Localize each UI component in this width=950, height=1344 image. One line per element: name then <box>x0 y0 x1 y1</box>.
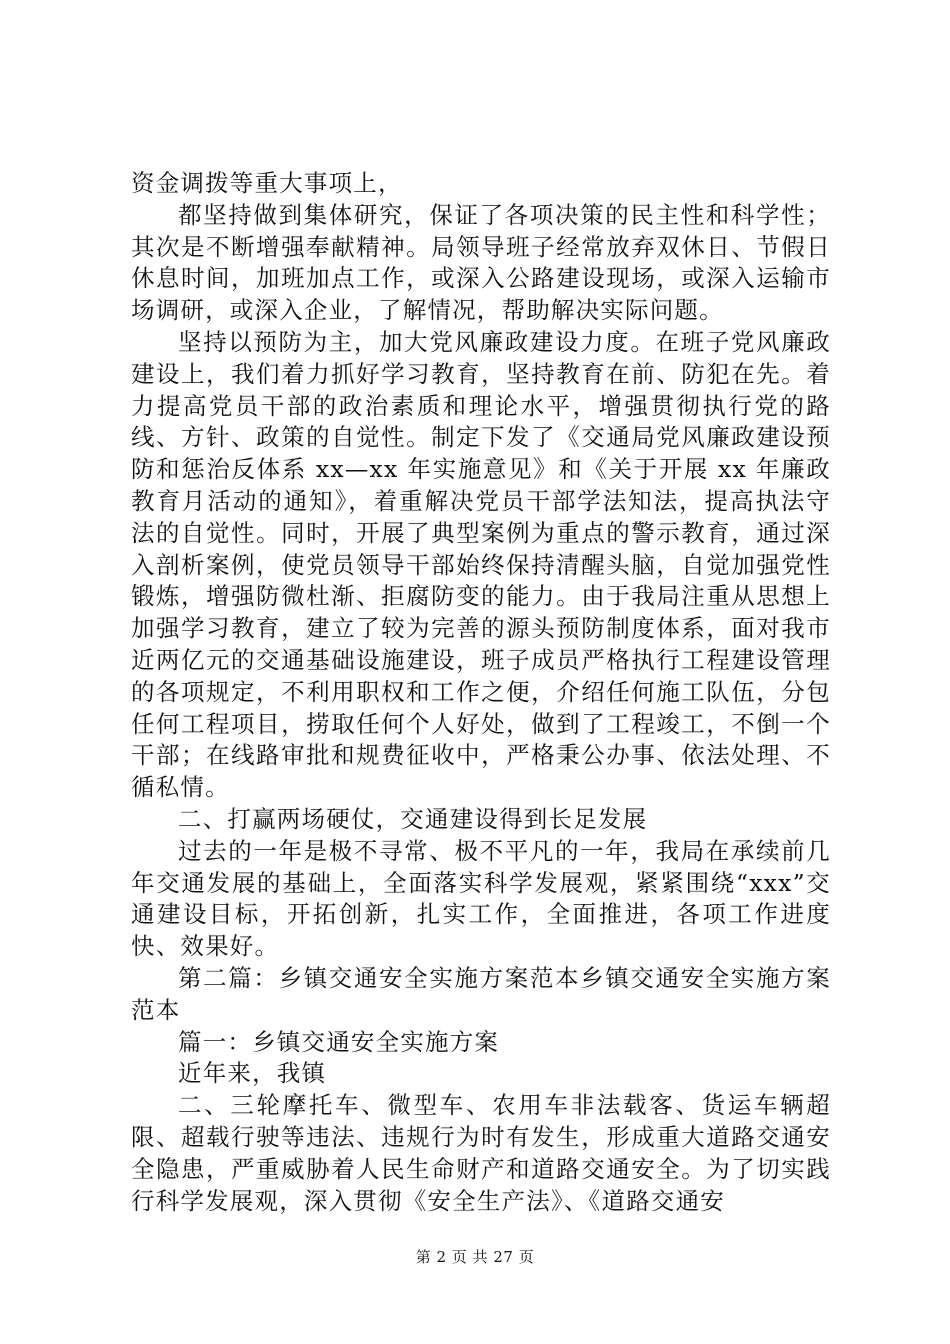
paragraph-continuation: 资金调拨等重大事项上， <box>131 169 403 197</box>
article-title-one: 篇一：乡镇交通安全实施方案 <box>178 1027 500 1056</box>
section-heading-two: 二、打赢两场硬仗，交通建设得到长足发展 <box>178 804 648 833</box>
paragraph-past-year: 过去的一年是极不寻常、极不平凡的一年，我局在承续前几年交通发展的基础上，全面落实科学发展观，紧紧围绕“xxx”交通建设目标，开拓创新，扎实工作，全面推进，各项工作进度快、效果好。 <box>131 836 831 961</box>
document-body <box>131 168 831 1217</box>
paragraph-safety-hazards: 二、三轮摩托车、微型车、农用车非法载客、货运车辆超限、超载行驶等违法、违规行为时有发生，形成重大道路交通安全隐患，严重威胁着人民生命财产和道路交通安全。为了切实践行科学发展观，深入贯彻《安全生产法》、《道路交通安 <box>131 1091 831 1215</box>
paragraph-collective-research: 都坚持做到集体研究，保证了各项决策的民主性和科学性；其次是不断增强奉献精神。局领导班子经常放弃双休日、节假日休息时间，加班加点工作，或深入公路建设现场，或深入运输市场调研，或深入企业，了解情况，帮助解决实际问题。 <box>131 200 831 325</box>
chapter-title-two: 第二篇：乡镇交通安全实施方案范本乡镇交通安全实施方案范本 <box>131 963 831 1024</box>
paragraph-anti-corruption: 坚持以预防为主，加大党风廉政建设力度。在班子党风廉政建设上，我们着力抓好学习教育，坚持教育在前、防犯在先。着力提高党员干部的政治素质和理论水平，增强贯彻执行党的路线、方针、政策的自觉性。制定下发了《交通局党风廉政建设预防和惩治反体系 xx—xx 年实施意见》和《关于开展 xx 年廉政教育月活动的通知》，着重解决党员干部学法知法，提高执法守法的自觉性。同时，开展了典型案例为重点的警示教育，通过深入剖析案例，使党员领导干部始终保持清醒头脑，自觉加强党性锻炼，增强防微杜渐、拒腐防变的能力。由于我局注重从思想上加强学习教育，建立了较为完善的源头预防制度体系，面对我市近两亿元的交通基础设施建设，班子成员严格执行工程建设管理的各项规定，不利用职权和工作之便，介绍任何施工队伍，分包任何工程项目，捞取任何个人好处，做到了工程竣工，不倒一个干部；在线路审批和规费征收中，严格秉公办事、依法处理、不循私情。 <box>131 327 831 802</box>
paragraph-recent-years: 近年来，我镇 <box>178 1059 327 1088</box>
page-number-footer: 第 2 页 共 27 页 <box>415 1248 535 1266</box>
